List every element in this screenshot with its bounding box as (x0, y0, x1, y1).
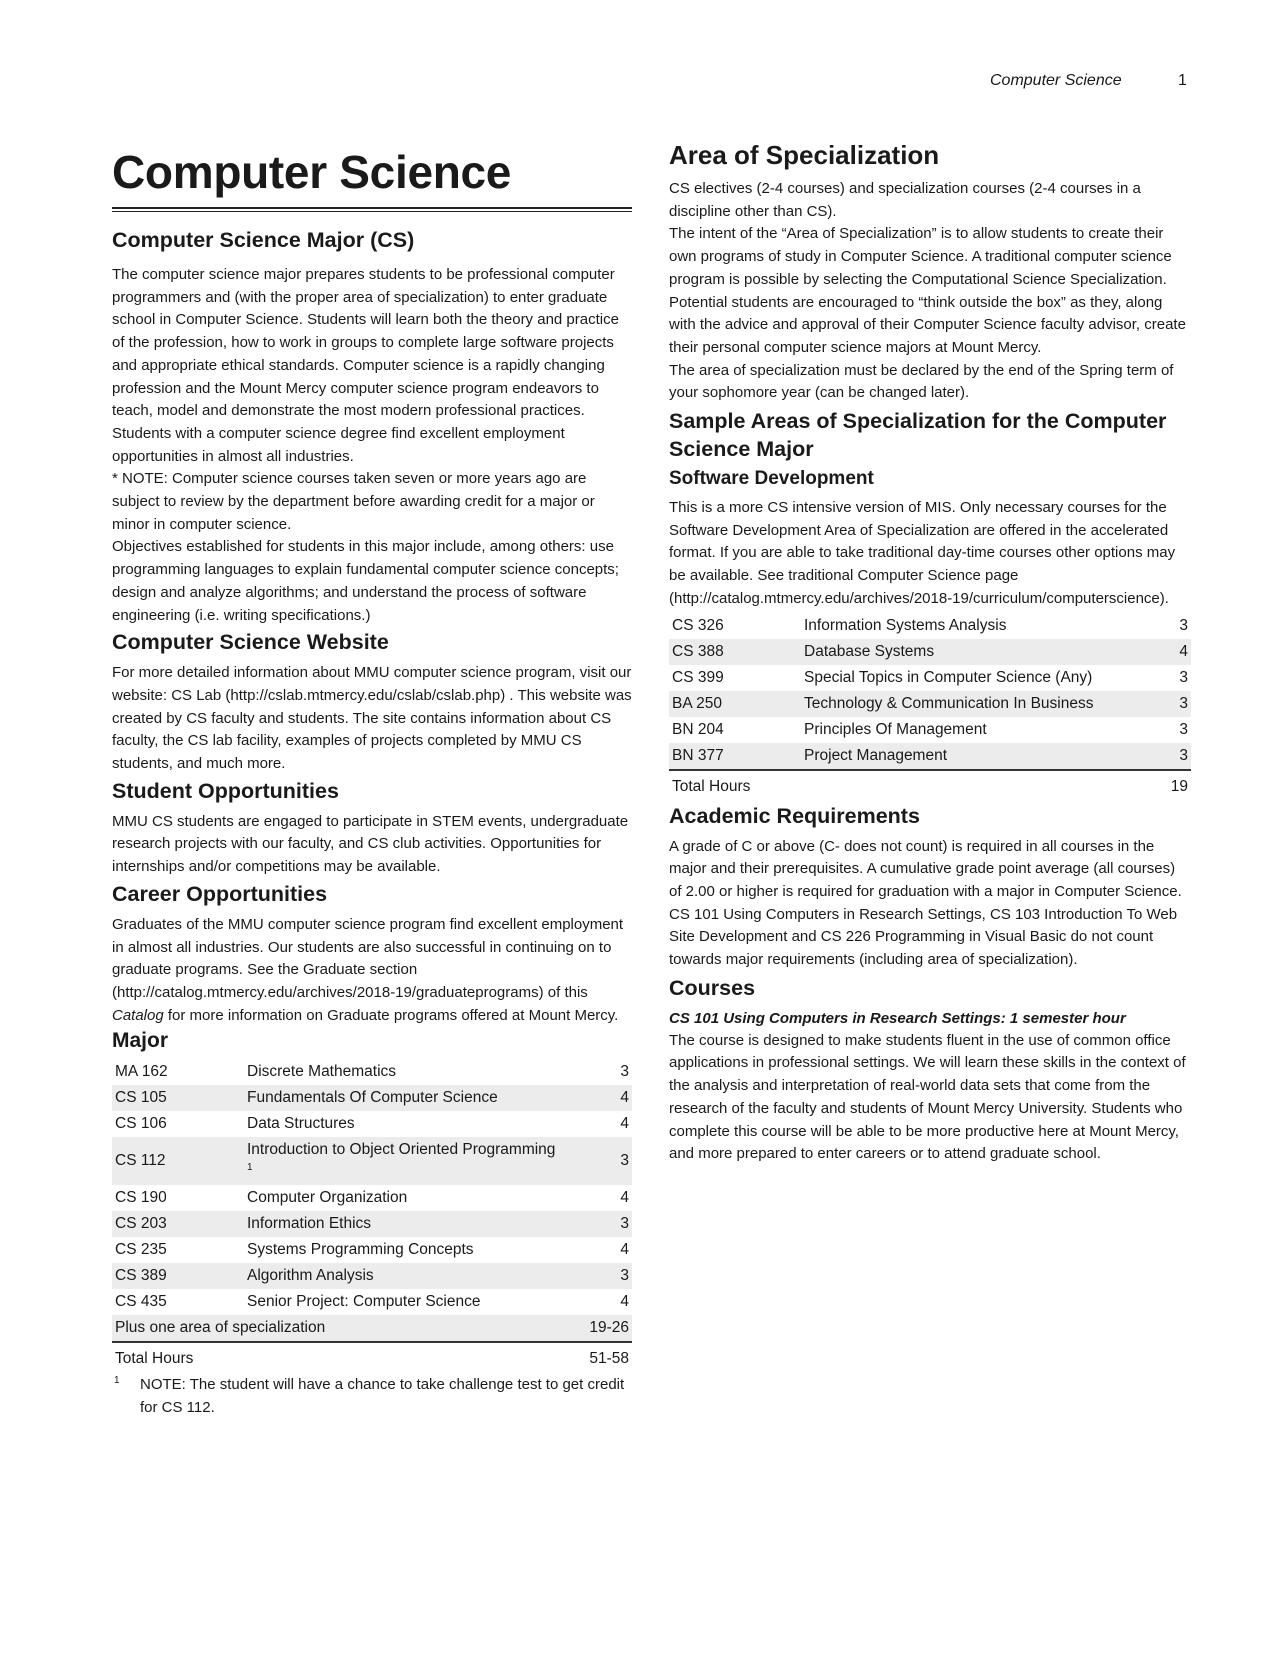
course-title: Principles Of Management (804, 720, 987, 738)
website-text: For more detailed information about MMU computer science program, visit our website: CS Lab (http://cslab.mtmercy.edu/cslab/cslab.php) . This website was created by CS faculty and students. The site contains information about CS faculty, the CS lab facility, examples of projects completed by MMU CS students, and much more. (112, 664, 632, 773)
student-opportunities-text: MMU CS students are engaged to participate in STEM events, undergraduate research projects with our faculty, and CS club activities. Opportunities for internships and/or competitions may be available. (112, 812, 629, 876)
software-development-table (669, 613, 1191, 800)
course-hours: 4 (620, 1241, 629, 1259)
table-row (112, 1085, 632, 1111)
table-row (112, 1059, 632, 1085)
footnote-reference: 1 (247, 1162, 253, 1174)
footnote (112, 1374, 632, 1419)
specialization-intent: The intent of the “Area of Specialization” is to allow students to create their own programs of study in Computer Science. A traditional computer science program is possible by selecting the Computational Science Specialization. Potential students are encouraged to “think outside the box” as they, along with the advice and approval of their Computer Science faculty advisor, create their personal computer science majors at Mount Mercy. (669, 225, 1186, 356)
course-title: Computer Organization (247, 1189, 408, 1207)
page-title: Computer Science (112, 146, 512, 198)
course-title: Introduction to Object Oriented Programming (247, 1141, 556, 1159)
course-title: Information Systems Analysis (804, 616, 1007, 634)
course-title: Database Systems (801, 639, 1125, 665)
table-row (669, 743, 1191, 770)
course-listing-title: CS 101 Using Computers in Research Settings: 1 semester hour (669, 1009, 1126, 1027)
sample-areas-heading: Sample Areas of Specialization for the Computer Science Major (669, 409, 1167, 462)
total-row (669, 770, 1191, 800)
major-table-heading: Major (112, 1029, 169, 1053)
course-hours: 4 (620, 1115, 629, 1133)
course-title: Algorithm Analysis (244, 1263, 566, 1289)
table-row (669, 613, 1191, 639)
course-code: CS 435 (115, 1293, 167, 1311)
total-hours: 51-58 (589, 1350, 629, 1368)
course-hours: 3 (1179, 668, 1188, 686)
table-row (669, 691, 1191, 717)
courses-heading: Courses (669, 975, 756, 1000)
course-code: CS 389 (112, 1263, 244, 1289)
intro-note: * NOTE: Computer science courses taken seven or more years ago are subject to review by the department before awarding credit for a major or minor in computer science. (112, 470, 595, 533)
intro-paragraph: The computer science major prepares students to be professional computer programmers and (with the proper area of specialization) to enter graduate school in Computer Science. Students will learn both the theory and practice of the profession, how to work in groups to complete large software projects and appropriate ethical standards. Computer science is a rapidly changing profession and the Mount Mercy computer science program endeavors to teach, model and demonstrate the most modern professional practices. Students with a computer science degree find excellent employment opportunities in almost all industries. (112, 266, 619, 465)
intro-objectives: Objectives established for students in this major include, among others: use programming languages to explain fundamental computer science concepts; design and analyze algorithms; and understand the process of software engineering (i.e. writing specifications.) (112, 538, 619, 624)
course-code: CS 105 (112, 1085, 244, 1111)
course-hours: 3 (566, 1211, 632, 1237)
course-hours: 4 (566, 1085, 632, 1111)
course-hours: 3 (1125, 743, 1191, 770)
student-opportunities-heading: Student Opportunities (112, 778, 339, 803)
title-rule (112, 207, 632, 212)
running-header: Computer Science (990, 72, 1122, 89)
course-title: Special Topics in Computer Science (Any) (804, 668, 1093, 686)
course-hours: 3 (566, 1137, 632, 1185)
specialization-paragraph: CS electives (2-4 courses) and specialization courses (2-4 courses in a discipline other than CS). (669, 180, 1141, 220)
course-code: BA 250 (669, 691, 801, 717)
course-code: CS 106 (115, 1115, 167, 1133)
left-column (112, 140, 632, 1420)
career-text-start: Graduates of the MMU computer science program find excellent employment in almost all industries. Our students are also successful in continuing on to graduate programs. See the Graduate section (http://catalog.mtmercy.edu/archives/2018-19/graduateprograms) of this (112, 915, 624, 1001)
course-hours: 3 (1179, 720, 1188, 738)
footnote-text: NOTE: The student will have a chance to take challenge test to get credit for CS 112. (140, 1376, 625, 1417)
course-title-cell (244, 1137, 566, 1185)
course-hours: 3 (1179, 616, 1188, 634)
software-development-heading: Software Development (669, 468, 874, 490)
course-title: Senior Project: Computer Science (247, 1293, 481, 1311)
major-requirements-table (112, 1059, 632, 1372)
course-hours: 3 (1125, 691, 1191, 717)
table-row (669, 639, 1191, 665)
academic-requirements-text: A grade of C or above (C- does not count) is required in all courses in the major and their prerequisites. A cumulative grade point average (all courses) of 2.00 or higher is required for graduation with a major in Computer Science. CS 101 Using Computers in Research Settings, CS 103 Introduction To Web Site Development and CS 226 Programming in Visual Basic do not count towards major requirements (including area of specialization). (669, 837, 1182, 969)
total-row (112, 1342, 632, 1372)
academic-requirements-heading: Academic Requirements (669, 803, 920, 828)
course-title: Systems Programming Concepts (247, 1241, 474, 1259)
course-title: Data Structures (247, 1115, 355, 1133)
website-heading: Computer Science Website (112, 630, 389, 655)
course-hours: 4 (620, 1293, 629, 1311)
major-heading: Computer Science Major (CS) (112, 228, 415, 252)
course-title: Discrete Mathematics (247, 1063, 397, 1081)
course-code: CS 190 (115, 1189, 167, 1207)
course-hours: 3 (620, 1063, 629, 1081)
course-title: Fundamentals Of Computer Science (244, 1085, 566, 1111)
course-hours: 4 (1125, 639, 1191, 665)
table-row (112, 1137, 632, 1185)
career-opportunities-heading: Career Opportunities (112, 881, 328, 906)
table-row (112, 1185, 632, 1211)
total-label: Total Hours (115, 1350, 194, 1368)
table-row (112, 1111, 632, 1137)
course-code: CS 235 (115, 1241, 167, 1259)
table-row (112, 1211, 632, 1237)
page-number: 1 (1178, 72, 1187, 89)
course-code: BN 204 (672, 720, 724, 738)
table-row (669, 665, 1191, 691)
specialization-deadline: The area of specialization must be declared by the end of the Spring term of your sophomore year (can be changed later). (669, 361, 1174, 402)
course-title: Technology & Communication In Business (801, 691, 1125, 717)
course-code: CS 112 (112, 1137, 244, 1185)
course-code: CS 399 (672, 668, 724, 686)
specialization-hours: 19-26 (566, 1315, 632, 1342)
software-development-text: This is a more CS intensive version of MIS. Only necessary courses for the Software Development Area of Specialization are offered in the accelerated format. If you are able to take traditional day-time courses other options may be available. See traditional Computer Science page (http://catalog.mtmercy.edu/archives/2018-19/curriculum/computerscience). (669, 499, 1176, 607)
table-row (669, 717, 1191, 743)
specialization-heading: Area of Specialization (669, 140, 940, 170)
course-code: MA 162 (115, 1063, 168, 1081)
footnote-mark: 1 (114, 1375, 120, 1387)
course-code: CS 388 (669, 639, 801, 665)
table-row (112, 1237, 632, 1263)
course-title: Project Management (801, 743, 1125, 770)
specialization-label: Plus one area of specialization (112, 1315, 566, 1342)
career-text-end: for more information on Graduate programs offered at Mount Mercy. (163, 1006, 619, 1024)
course-code: CS 203 (112, 1211, 244, 1237)
table-row (112, 1289, 632, 1315)
catalog-italic: Catalog (112, 1006, 164, 1024)
course-description: The course is designed to make students fluent in the use of common office applications in professional settings. We will learn these skills in the context of the analysis and interpretation of real-world data sets that come from the research of the faculty and students of Mount Mercy University. Students who complete this course will be able to be more productive here at Mount Mercy, and more prepared to enter careers or to attend graduate school. (669, 1031, 1186, 1163)
total-label: Total Hours (672, 777, 751, 795)
course-code: CS 326 (672, 616, 724, 634)
course-hours: 3 (566, 1263, 632, 1289)
table-row (112, 1263, 632, 1289)
specialization-row (112, 1315, 632, 1342)
course-hours: 4 (620, 1189, 629, 1207)
course-code: BN 377 (669, 743, 801, 770)
total-hours: 19 (1170, 777, 1188, 795)
right-column (669, 140, 1191, 1166)
career-opportunities-text (112, 914, 632, 1028)
course-title: Information Ethics (244, 1211, 566, 1237)
